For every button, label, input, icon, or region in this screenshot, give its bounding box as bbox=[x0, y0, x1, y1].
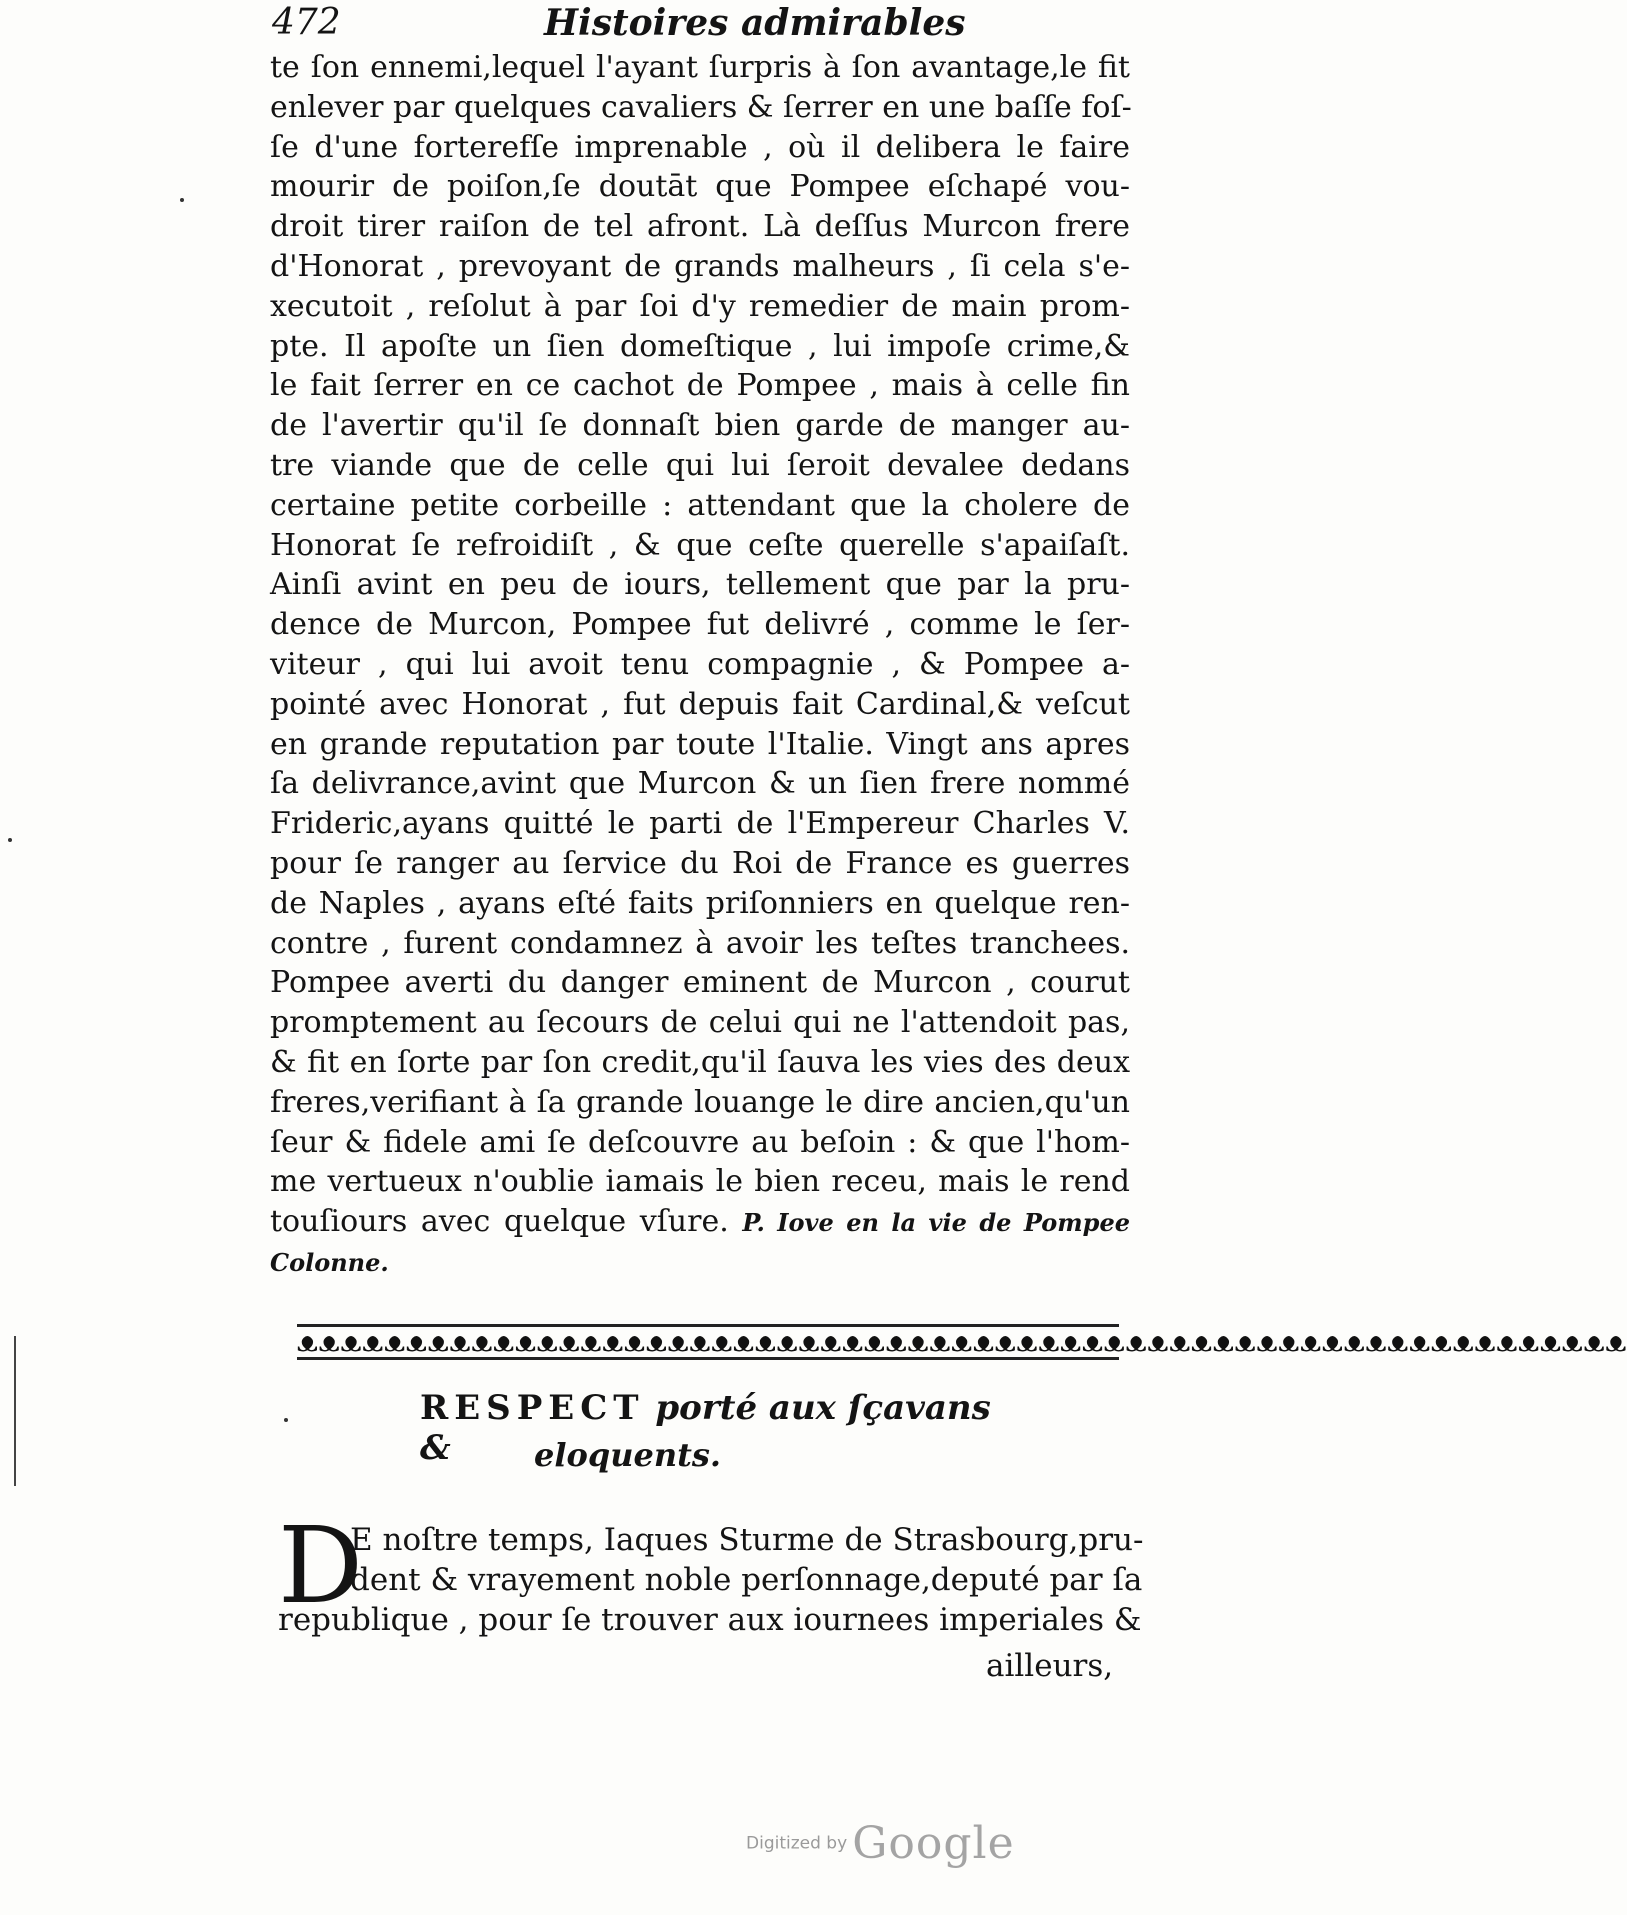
text-line: dent & vrayement noble perſonnage,deputé par ſa bbox=[350, 1562, 1143, 1598]
text-line: me vertueux n'oublie iamais le bien receu, mais le rend bbox=[270, 1164, 1130, 1200]
text-line: Honorat ſe refroidiſt , & que ceſte querelle s'apaiſaſt. bbox=[270, 527, 1130, 563]
text-line: Pompee averti du danger eminent de Murcon , courut bbox=[270, 965, 1130, 1001]
digitized-by-label: Digitized by bbox=[746, 1833, 848, 1854]
section-heading-italic: porté aux ſçavans & bbox=[420, 1388, 991, 1468]
text-line: ſeur & fidele ami ſe deſcouvre au beſoin : & que l'hom- bbox=[270, 1124, 1130, 1160]
text-line-with-citation bbox=[270, 1202, 1130, 1242]
text-line: pte. Il apoſte un ſien domeſtique , lui impoſe crime,& bbox=[270, 328, 1130, 364]
text-line: enlever par quelques cavaliers & ſerrer en une baſſe foſ- bbox=[270, 89, 1132, 125]
text-line: mourir de poiſon,ſe doutāt que Pompee eſchapé vou- bbox=[270, 169, 1130, 205]
section-heading-line2: eloquents. bbox=[534, 1436, 722, 1474]
margin-scan-line bbox=[14, 1336, 16, 1486]
google-logo: Google bbox=[852, 1818, 1015, 1869]
text-line: ſe d'une forterefſe imprenable , où il delibera le faire bbox=[270, 129, 1130, 165]
second-paragraph-indented bbox=[350, 1520, 1144, 1600]
text-line: d'Honorat , prevoyant de grands malheurs , ſi cela s'e- bbox=[270, 248, 1130, 284]
text-line: te ſon ennemi,lequel l'ayant ſurpris à ſon avantage,le fit bbox=[270, 50, 1130, 85]
text-line: viteur , qui lui avoit tenu compagnie , & Pompee a- bbox=[270, 646, 1130, 682]
running-title: Histoires admirables bbox=[544, 2, 966, 44]
text-line: pour ſe ranger au ſervice du Roi de France es guerres bbox=[270, 845, 1130, 881]
text-line-end: touſiours avec quelque vſure. bbox=[270, 1204, 729, 1240]
text-line: republique , pour ſe trouver aux iournees imperiales & bbox=[278, 1602, 1142, 1638]
margin-speck bbox=[284, 1418, 288, 1422]
text-line: & fit en ſorte par ſon credit,qu'il ſauva les vies des deux bbox=[270, 1044, 1130, 1080]
text-line: Frideric,ayans quitté le parti de l'Empereur Charles V. bbox=[270, 806, 1130, 842]
text-line: pointé avec Honorat , fut depuis fait Cardinal,& veſcut bbox=[270, 686, 1130, 722]
margin-speck bbox=[180, 198, 184, 202]
text-line: contre , furent condamnez à avoir les teſtes tranchees. bbox=[270, 925, 1130, 961]
text-line: certaine petite corbeille : attendant que la cholere de bbox=[270, 487, 1130, 523]
text-line: xecutoit , reſolut à par ſoi d'y remedier de main prom- bbox=[270, 288, 1130, 324]
text-line: en grande reputation par toute l'Italie. Vingt ans apres bbox=[270, 726, 1130, 762]
text-line: droit tirer raiſon de tel afront. Là deſſus Murcon frere bbox=[270, 209, 1130, 245]
decorative-ornament-band: ᴥᴥᴥᴥᴥᴥᴥᴥᴥᴥᴥᴥᴥᴥᴥᴥᴥᴥᴥᴥᴥᴥᴥᴥᴥᴥᴥᴥᴥᴥᴥᴥᴥᴥᴥᴥᴥᴥᴥᴥᴥᴥᴥᴥᴥᴥᴥᴥᴥᴥᴥᴥᴥᴥᴥᴥᴥᴥᴥᴥᴥ bbox=[297, 1325, 1627, 1358]
catchword: ailleurs, bbox=[986, 1648, 1114, 1684]
drop-cap-initial: D bbox=[278, 1504, 363, 1627]
text-line: de Naples , ayans eſté faits priſonniers en quelque ren- bbox=[270, 885, 1130, 921]
text-line: Ainſi avint en peu de iours, tellement que par la pru- bbox=[270, 567, 1130, 603]
text-line: freres,verifiant à ſa grande louange le dire ancien,qu'un bbox=[270, 1084, 1130, 1120]
citation-continuation bbox=[270, 1242, 1130, 1282]
text-line: de l'avertir qu'il ſe donnaſt bien garde de manger au- bbox=[270, 408, 1130, 444]
margin-speck bbox=[8, 838, 12, 842]
source-citation: P. Iove en la vie de Pompee bbox=[742, 1208, 1130, 1238]
text-line: promptement au ſecours de celui qui ne l'attendoit pas, bbox=[270, 1005, 1130, 1041]
text-line: le fait ſerrer en ce cachot de Pompee , mais à celle fin bbox=[270, 368, 1130, 404]
text-line: E noſtre temps, Iaques Sturme de Strasbourg,pru- bbox=[350, 1522, 1144, 1558]
page-number: 472 bbox=[272, 2, 341, 43]
text-line: ſa delivrance,avint que Murcon & un ſien frere nommé bbox=[270, 766, 1130, 802]
main-paragraph bbox=[270, 48, 1130, 1282]
page-header bbox=[272, 2, 1132, 46]
text-line: tre viande que de celle qui lui ſeroit devalee dedans bbox=[270, 447, 1130, 483]
text-line: dence de Murcon, Pompee fut delivré , comme le ſer- bbox=[270, 607, 1130, 643]
digitized-by-google-watermark bbox=[746, 1818, 1015, 1869]
section-heading-caps: RESPECT bbox=[420, 1388, 645, 1428]
second-paragraph-full bbox=[278, 1600, 1142, 1640]
source-citation-end: Colonne. bbox=[270, 1247, 389, 1277]
